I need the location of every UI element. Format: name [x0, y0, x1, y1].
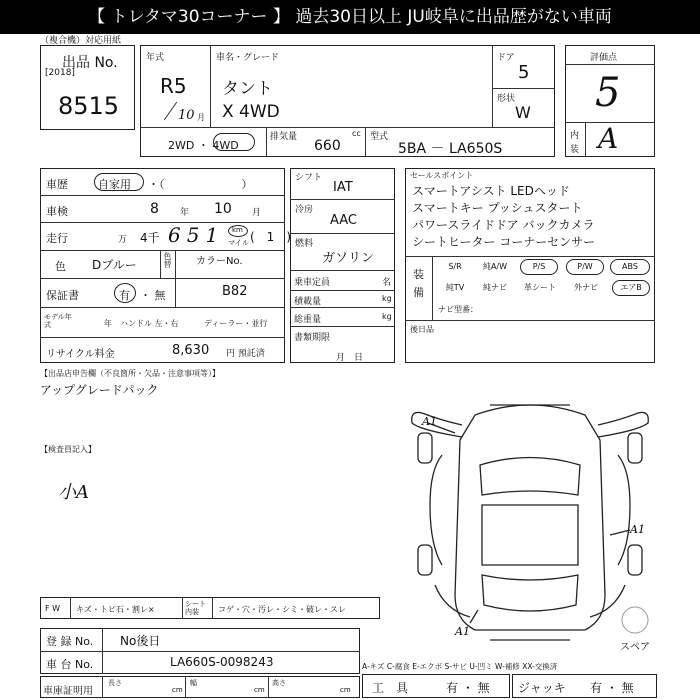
color-no-label: カラーNo. — [196, 256, 243, 267]
damage-mark-1: A1 — [422, 415, 437, 428]
year-month-unit: 月 — [197, 113, 205, 122]
cert-height-unit: cm — [340, 686, 351, 694]
sales-line-4: シートヒーター コーナーセンサー — [412, 235, 596, 249]
model-year-unit: 年 — [104, 319, 112, 328]
recycle-value: 8,630 — [172, 343, 210, 358]
interior-label-2: 装 — [570, 145, 580, 155]
history-value: 自家用 — [98, 178, 131, 191]
warranty-no: ・ 無 — [140, 289, 166, 302]
shape-value: W — [515, 103, 531, 122]
inspection-year-unit: 年 — [180, 208, 190, 218]
vehicle-name: タント — [222, 79, 273, 99]
equip-tv: 純TV — [445, 283, 465, 292]
displacement-unit: cc — [352, 129, 361, 138]
top-note: （複合機）対応用紙 — [40, 36, 122, 46]
interior-score: A — [598, 122, 619, 155]
color-no-value: B82 — [222, 284, 248, 299]
name-label: 車名・グレード — [216, 53, 280, 63]
load-unit: kg — [382, 294, 392, 303]
chassis-label: 車 台 No. — [46, 658, 94, 671]
reg-label: 登 録 No. — [46, 635, 94, 648]
model-year-label: モデル年式 — [44, 313, 72, 329]
score-value: 5 — [595, 70, 621, 116]
warranty-label: 保証書 — [46, 289, 79, 302]
afterfit-label: 後日品 — [410, 325, 434, 334]
mileage-label: 走行 — [46, 232, 68, 245]
color-change-label: 色替 — [163, 252, 172, 268]
shift-value: IAT — [333, 180, 353, 195]
inspector-label: 【検査員記入】 — [40, 445, 96, 454]
cert-width: 幅 — [190, 679, 197, 687]
header-banner: 【 トレタマ30コーナー 】 過去30日以上 JU岐阜に出品歴がない車両 — [0, 0, 700, 34]
year-era: R5 — [160, 74, 187, 98]
inspector-value: 小A — [58, 482, 89, 503]
recycle-label: リサイクル料金 — [46, 349, 115, 360]
history-label: 車歴 — [46, 178, 68, 191]
interior-label-1: 内 — [570, 131, 580, 141]
navi-label: ナビ型番： — [438, 305, 478, 314]
score-label: 評価点 — [590, 53, 618, 63]
inspection-year: 8 — [150, 201, 159, 217]
load-label: 積載量 — [294, 297, 322, 307]
damage-legend: A-キズ C-腐食 E-エクボ S-サビ U-凹ミ W-補修 XX-交換済 — [362, 662, 558, 671]
equip-ext-navi: 外ナビ — [574, 283, 598, 292]
equip-airbag: エアB — [612, 280, 650, 296]
drive-4wd-circle — [213, 133, 255, 151]
dealer-label: ディーラー・並行 — [204, 319, 268, 328]
doors-value: 5 — [518, 62, 530, 83]
lot-number: 8515 — [58, 92, 120, 120]
spare-label: スペア — [620, 642, 650, 653]
mileage-4: 4千 — [140, 231, 160, 245]
mileage-paren: ( 1 ) — [250, 230, 291, 244]
fw-label: F W — [45, 604, 61, 613]
seat-value: コゲ・穴・汚レ・シミ・破レ・スレ — [218, 605, 346, 614]
shift-label: シフト — [295, 173, 323, 183]
equip-label-2: 備 — [413, 286, 424, 299]
fw-value: キズ・トビ石・割レ× — [76, 605, 155, 614]
cert-length-unit: cm — [172, 686, 183, 694]
cert-height: 高さ — [272, 679, 286, 687]
car-diagram — [400, 395, 660, 660]
cert-width-unit: cm — [254, 686, 265, 694]
ac-label: 冷房 — [295, 205, 314, 215]
spare-tire-icon — [622, 607, 648, 633]
year-label: 年式 — [146, 53, 165, 63]
lot-year-tag: [2018] — [45, 68, 75, 78]
tools-label: 工 具 — [372, 681, 409, 695]
gross-label: 総重量 — [294, 315, 322, 325]
damage-mark-3: A1 — [455, 625, 470, 638]
history-extra: ・（ ） — [148, 178, 253, 191]
drive-label: 2WD ・ 4WD — [168, 139, 239, 152]
equip-leather: 革シート — [524, 283, 556, 292]
doc-unit: 月 日 — [336, 353, 364, 363]
notes-label: 【出品店申告欄（不良箇所・欠品・注意事項等）】 — [40, 369, 220, 378]
warranty-yes: 有 — [119, 289, 130, 302]
handle-label: ハンドル 左・右 — [120, 319, 179, 328]
tools-value: 有 ・ 無 — [446, 681, 490, 695]
sales-label: セールスポイント — [410, 171, 474, 180]
ac-value: AAC — [330, 213, 357, 228]
sales-line-2: スマートキー プッシュスタート — [412, 201, 583, 215]
equip-sr: S/R — [448, 262, 462, 271]
doors-label: ドア — [497, 53, 515, 63]
cert-length: 長さ — [108, 679, 122, 687]
model-label: 型式 — [370, 132, 389, 142]
shape-label: 形状 — [497, 94, 516, 104]
equip-aw: 純A/W — [482, 262, 508, 271]
jack-label: ジャッキ — [518, 681, 566, 695]
model-value: 5BA － LA650S — [398, 141, 503, 157]
cert-label: 車庫証明用 — [43, 686, 93, 697]
equip-ps: P/S — [520, 259, 558, 275]
vehicle-grade: X 4WD — [222, 102, 280, 122]
equip-navi: 純ナビ — [483, 283, 507, 292]
notes-value: アップグレードパック — [40, 383, 159, 397]
sales-line-1: スマートアシスト LEDヘッド — [412, 184, 570, 198]
damage-mark-2: A1 — [630, 523, 645, 536]
inspection-label: 車検 — [46, 205, 68, 218]
inspection-month: 10 — [214, 201, 232, 217]
color-value: Dブルー — [92, 258, 137, 272]
mileage-unit-mile: マイル — [228, 239, 249, 247]
reg-value: No後日 — [120, 634, 161, 648]
year-month: 10 — [178, 108, 195, 123]
jack-value: 有 ・ 無 — [590, 681, 634, 695]
mileage-man: 万 — [118, 235, 128, 245]
sales-line-3: パワースライドドア バックカメラ — [412, 218, 595, 232]
doc-label: 書類期限 — [294, 333, 331, 343]
fuel-label: 燃料 — [295, 239, 314, 249]
seat-label: シート内装 — [185, 600, 206, 616]
inspection-month-unit: 月 — [252, 208, 262, 218]
displacement-value: 660 — [314, 138, 341, 154]
recycle-unit: 円 預託済 — [226, 349, 265, 359]
mileage-unit-km: km — [232, 226, 243, 234]
mileage-hand: 651 — [168, 223, 225, 247]
fuel-value: ガソリン — [322, 251, 375, 266]
equip-label-1: 装 — [413, 268, 424, 281]
capacity-unit: 名 — [382, 278, 392, 288]
displacement-label: 排気量 — [270, 132, 298, 142]
gross-unit: kg — [382, 312, 392, 321]
color-label: 色 — [55, 260, 66, 273]
equip-pw: P/W — [566, 259, 604, 275]
chassis-value: LA660S-0098243 — [170, 655, 274, 669]
capacity-label: 乗車定員 — [294, 278, 331, 288]
equip-abs: ABS — [610, 259, 650, 275]
lot-label: 出品 No. — [62, 55, 118, 71]
